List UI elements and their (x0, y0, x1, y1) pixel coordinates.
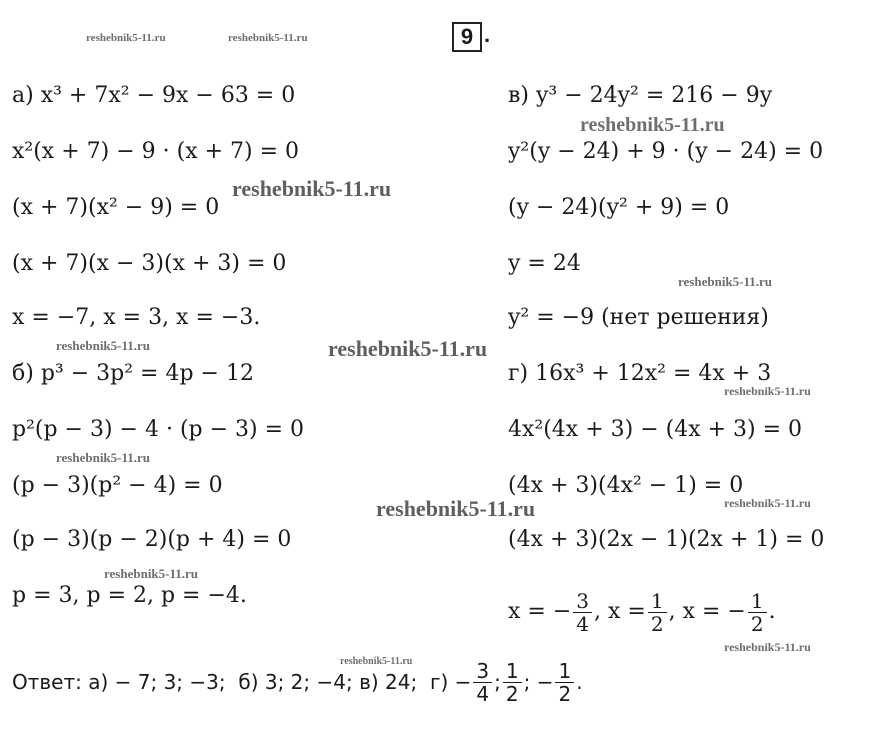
fraction (473, 660, 492, 705)
problem-number-dot: . (484, 22, 491, 47)
part-a-line: (x + 7)(x² − 9) = 0 (12, 195, 220, 220)
answer-b: б) 3; 2; −4; (238, 670, 353, 694)
part-b-line: (p − 3)(p² − 4) = 0 (12, 473, 223, 498)
fraction-numerator: 3 (573, 590, 592, 613)
part-g-line: (4x + 3)(2x − 1)(2x + 1) = 0 (508, 527, 825, 552)
fraction-denominator: 2 (558, 681, 572, 706)
solution-text: − (552, 599, 572, 624)
fraction-numerator: 1 (503, 660, 522, 683)
fraction-denominator: 2 (505, 681, 519, 706)
watermark: reshebnik5-11.ru (678, 274, 773, 289)
part-a-line: x²(x + 7) − 9 · (x + 7) = 0 (12, 139, 300, 164)
part-g-line: 16x³ + 12x² = 4x + 3 (535, 361, 772, 386)
part-b-line: p = 3, p = 2, p = −4. (12, 583, 247, 608)
fraction-denominator: 2 (750, 611, 764, 636)
part-g-line: 4x²(4x + 3) − (4x + 3) = 0 (508, 417, 803, 442)
watermark: reshebnik5-11.ru (580, 114, 725, 136)
solution-text: . (768, 599, 776, 624)
answer-g: г) − (429, 670, 472, 694)
watermark: reshebnik5-11.ru (56, 338, 151, 353)
fraction (555, 660, 574, 705)
solution-text: x = (508, 599, 546, 624)
answer-a: а) − 7; 3; −3; (88, 670, 226, 694)
watermark: reshebnik5-11.ru (104, 566, 199, 581)
part-g-label: г) (508, 361, 529, 386)
watermark: reshebnik5-11.ru (232, 176, 392, 201)
answer-text: ; − (523, 670, 554, 694)
watermark: reshebnik5-11.ru (724, 640, 811, 654)
part-a-equation (12, 82, 295, 110)
watermark: reshebnik5-11.ru (328, 336, 488, 361)
part-a-line: x³ + 7x² − 9x − 63 = 0 (40, 83, 296, 108)
fraction-denominator: 2 (650, 611, 664, 636)
problem-number-box (452, 22, 482, 52)
part-v-line: y² = −9 (нет решения) (508, 305, 769, 330)
watermark: reshebnik5-11.ru (376, 496, 536, 521)
part-g-line: (4x + 3)(4x² − 1) = 0 (508, 473, 744, 498)
fraction-numerator: 1 (555, 660, 574, 683)
watermark: reshebnik5-11.ru (724, 384, 811, 398)
part-v-label: в) (508, 83, 529, 108)
solution-text: , x = (594, 599, 646, 624)
watermark: reshebnik5-11.ru (724, 496, 811, 510)
part-b-label: б) (12, 361, 34, 386)
problem-number: 9 (460, 24, 474, 49)
part-a-label: а) (12, 83, 34, 108)
part-a-line: (x + 7)(x − 3)(x + 3) = 0 (12, 251, 287, 276)
part-b-line: p²(p − 3) − 4 · (p − 3) = 0 (12, 417, 305, 442)
part-b-equation (12, 360, 254, 388)
part-v-line: y = 24 (508, 251, 581, 276)
part-v-line: y³ − 24y² = 216 − 9y (535, 83, 773, 108)
answer-text: . (576, 670, 583, 694)
solution-text: , x = − (668, 599, 746, 624)
fraction-numerator: 1 (648, 590, 667, 613)
answer-v: в) 24; (359, 670, 418, 694)
watermark: reshebnik5-11.ru (56, 450, 151, 465)
answer-text: ; (494, 670, 501, 694)
fraction (748, 590, 767, 635)
watermark: reshebnik5-11.ru (86, 32, 166, 44)
part-a-line: x = −7, x = 3, x = −3. (12, 305, 261, 330)
part-b-line: (p − 3)(p − 2)(p + 4) = 0 (12, 527, 292, 552)
part-v-equation (508, 82, 772, 110)
answer-label: Ответ: (12, 670, 82, 694)
fraction-denominator: 4 (476, 681, 490, 706)
part-b-line: p³ − 3p² = 4p − 12 (40, 361, 254, 386)
fraction-numerator: 1 (748, 590, 767, 613)
part-g-equation (508, 360, 771, 388)
fraction (648, 590, 667, 635)
watermark: reshebnik5-11.ru (228, 32, 308, 44)
part-v-line: (y − 24)(y² + 9) = 0 (508, 195, 730, 220)
watermark: reshebnik5-11.ru (340, 656, 413, 667)
fraction (503, 660, 522, 705)
fraction-denominator: 4 (576, 611, 590, 636)
answer-line (12, 652, 583, 712)
part-v-line: y²(y − 24) + 9 · (y − 24) = 0 (508, 139, 824, 164)
part-g-solution (508, 582, 776, 642)
fraction-numerator: 3 (473, 660, 492, 683)
fraction (573, 590, 592, 635)
